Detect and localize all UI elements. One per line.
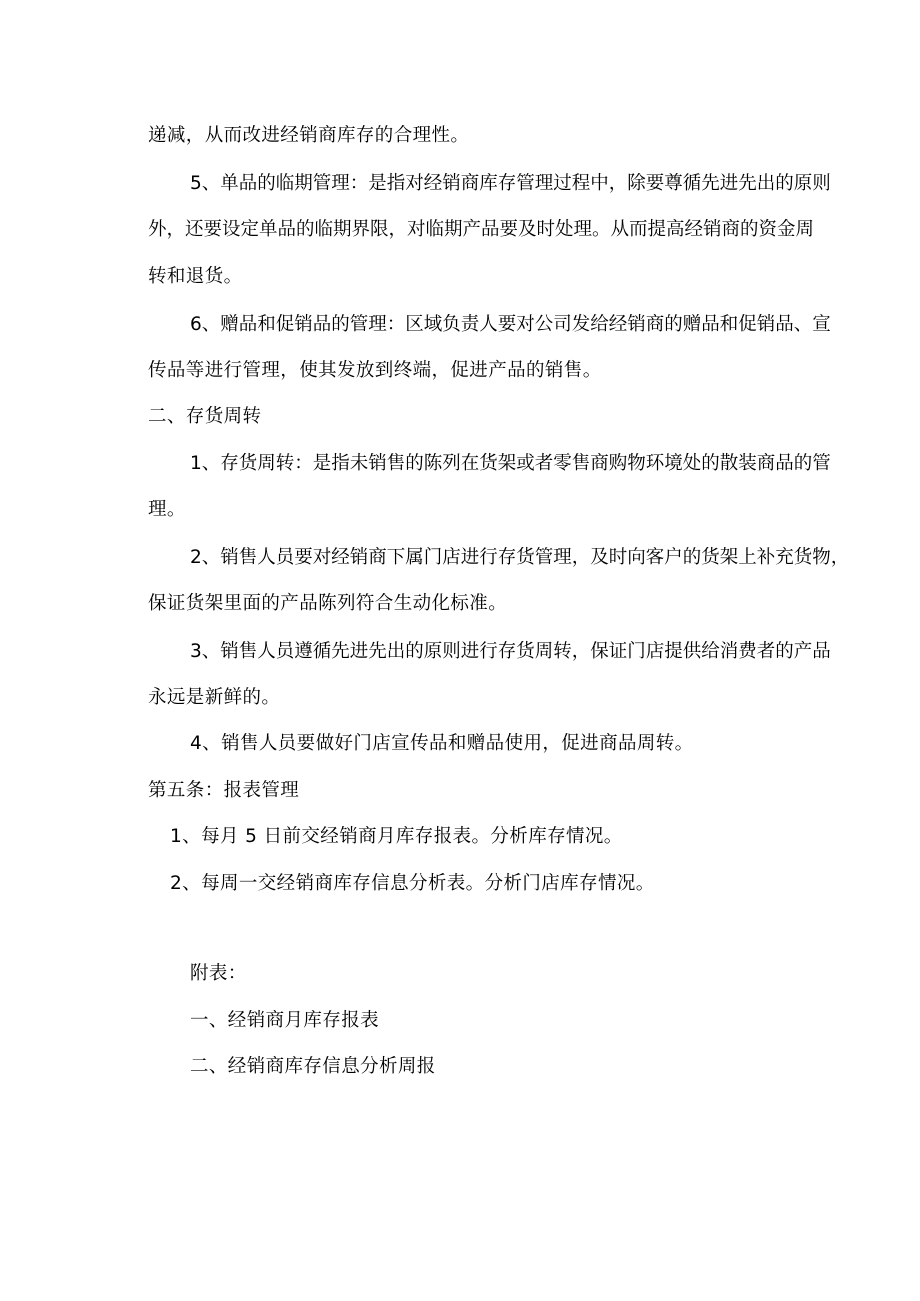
appendix-label: 附表： xyxy=(190,963,247,984)
section-heading: 二、存货周转 xyxy=(148,406,262,427)
s2-item3-line-1: 3、销售人员遵循先进先出的原则进行存货周转，保证门店提供给消费者的产品 xyxy=(190,641,831,662)
s2-item1-line-2: 理。 xyxy=(148,499,186,520)
s2-item2-line-2: 保证货架里面的产品陈列符合生动化标准。 xyxy=(148,593,508,614)
paragraph-line: 递减，从而改进经销商库存的合理性。 xyxy=(148,125,470,146)
article5-item-1: 1、每月 5 日前交经销商月库存报表。分析库存情况。 xyxy=(170,826,623,847)
item5-line-2: 外，还要设定单品的临期界限，对临期产品要及时处理。从而提高经销商的资金周 xyxy=(148,219,815,240)
s2-item3-line-2: 永远是新鲜的。 xyxy=(148,687,281,708)
item6-line-1: 6、赠品和促销品的管理：区域负责人要对公司发给经销商的赠品和促销品、宣 xyxy=(190,314,831,335)
article5-item-2: 2、每周一交经销商库存信息分析表。分析门店库存情况。 xyxy=(170,873,655,894)
s2-item1-line-1: 1、存货周转：是指未销售的陈列在货架或者零售商购物环境处的散装商品的管 xyxy=(190,453,831,474)
item5-line-1 xyxy=(190,172,876,196)
item5-text-1: 5、单品的临期管理：是指对经销商库存管理过程中，除要尊循先进先出的原则 xyxy=(190,173,831,194)
s2-item4-line-1: 4、销售人员要做好门店宣传品和赠品使用，促进商品周转。 xyxy=(190,733,694,754)
s2-item2-line-1: 2、销售人员要对经销商下属门店进行存货管理，及时向客户的货架上补充货物， xyxy=(190,547,850,568)
item6-line-2: 传品等进行管理，使其发放到终端，促进产品的销售。 xyxy=(148,360,602,381)
item5-line-3: 转和退货。 xyxy=(148,266,243,287)
article-heading: 第五条：报表管理 xyxy=(148,780,300,801)
appendix-item-2: 二、经销商库存信息分析周报 xyxy=(190,1056,436,1077)
appendix-item-1: 一、经销商月库存报表 xyxy=(190,1010,380,1031)
